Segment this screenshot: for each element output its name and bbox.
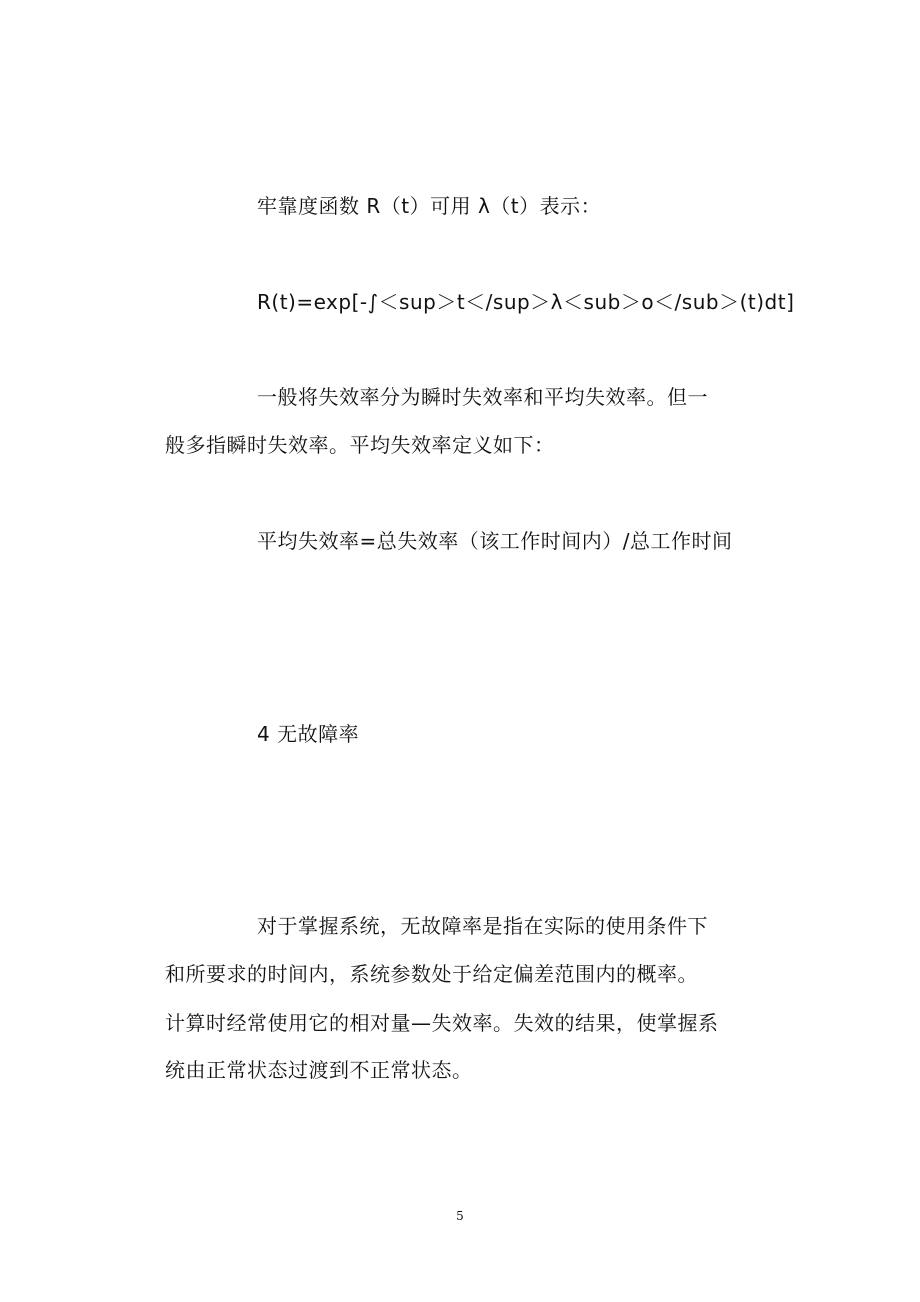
failure-rate-paragraph-line-1: 一般将失效率分为瞬时失效率和平均失效率。但一 xyxy=(257,385,708,409)
reliability-formula: R(t)=exp[-∫＜sup＞t＜/sup＞λ＜sub＞o＜/sub＞(t)dt] xyxy=(257,290,795,314)
failure-rate-paragraph-line-2: 般多指瞬时失效率。平均失效率定义如下： xyxy=(165,433,555,457)
no-fault-paragraph-line-4: 统由正常状态过渡到不正常状态。 xyxy=(165,1058,473,1082)
no-fault-paragraph-line-2: 和所要求的时间内，系统参数处于给定偏差范围内的概率。 xyxy=(165,962,698,986)
section-heading: 4 无故障率 xyxy=(257,722,360,746)
no-fault-paragraph-line-3: 计算时经常使用它的相对量—失效率。失效的结果，使掌握系 xyxy=(165,1011,719,1035)
reliability-intro-text: 牢靠度函数 R（t）可用 λ（t）表示： xyxy=(257,194,602,218)
average-failure-rate-definition: 平均失效率=总失效率（该工作时间内）/总工作时间 xyxy=(257,529,733,553)
page-number: 5 xyxy=(456,1209,464,1223)
no-fault-paragraph-line-1: 对于掌握系统，无故障率是指在实际的使用条件下 xyxy=(257,914,708,938)
